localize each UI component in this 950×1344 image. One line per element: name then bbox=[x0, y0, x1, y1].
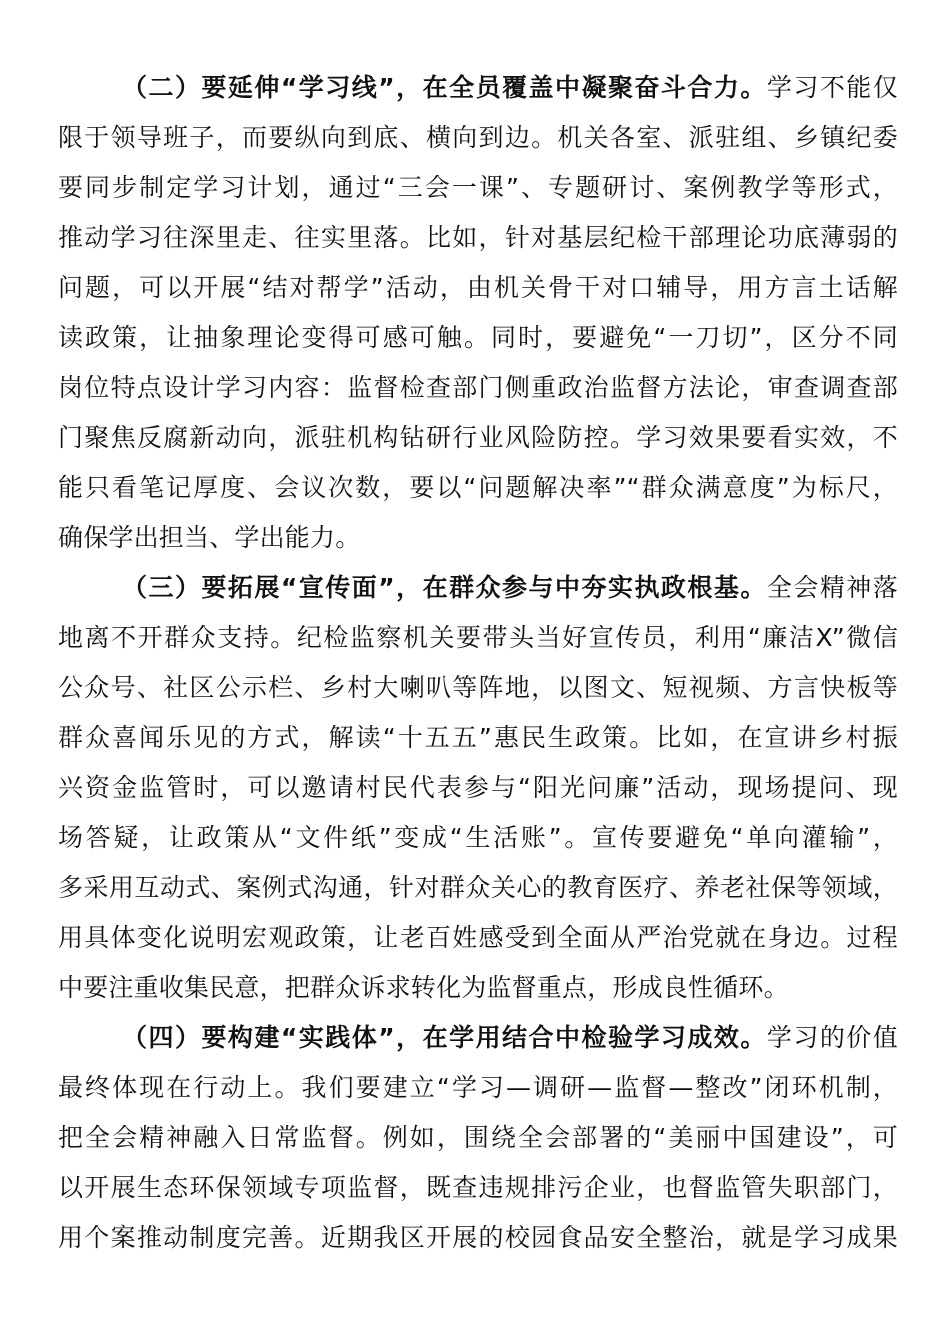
line-text: 把全会精神融入日常监督。例如，围绕全会部署的“美丽中国建设”，可 bbox=[58, 1123, 898, 1152]
paragraph-heading: （三）要拓展“宣传面”，在群众参与中夯实执政根基。 bbox=[122, 573, 767, 602]
line-text: 门聚焦反腐新动向，派驻机构钻研行业风险防控。学习效果要看实效，不 bbox=[58, 423, 898, 452]
line-text: 学习的价值 bbox=[766, 1023, 898, 1052]
document-page bbox=[58, 63, 898, 1263]
line-text: 能只看笔记厚度、会议次数，要以“问题解决率”“群众满意度”为标尺， bbox=[58, 473, 898, 502]
text-line bbox=[58, 463, 898, 513]
text-line bbox=[58, 763, 898, 813]
text-line bbox=[58, 613, 898, 663]
text-line bbox=[58, 1163, 898, 1213]
text-line bbox=[58, 963, 898, 1013]
line-text: 最终体现在行动上。我们要建立“学习—调研—监督—整改”闭环机制， bbox=[58, 1073, 898, 1102]
text-line bbox=[58, 413, 898, 463]
line-text: 学习不能仅 bbox=[766, 73, 898, 102]
paragraph-3 bbox=[58, 563, 898, 1013]
line-text: 岗位特点设计学习内容：监督检查部门侧重政治监督方法论，审查调查部 bbox=[58, 373, 898, 402]
paragraph-heading: （二）要延伸“学习线”，在全员覆盖中凝聚奋斗合力。 bbox=[122, 73, 767, 102]
paragraph-4 bbox=[58, 1013, 898, 1263]
line-text: 限于领导班子，而要纵向到底、横向到边。机关各室、派驻组、乡镇纪委 bbox=[58, 123, 898, 152]
paragraph-2 bbox=[58, 63, 898, 563]
line-text: 地离不开群众支持。纪检监察机关要带头当好宣传员，利用“廉洁X”微信 bbox=[58, 623, 898, 652]
line-text: 用个案推动制度完善。近期我区开展的校园食品安全整治，就是学习成果 bbox=[58, 1223, 898, 1252]
line-text: 用具体变化说明宏观政策，让老百姓感受到全面从严治党就在身边。过程 bbox=[58, 923, 898, 952]
line-text: 兴资金监管时，可以邀请村民代表参与“阳光问廉”活动，现场提问、现 bbox=[58, 773, 898, 802]
line-text: 群众喜闻乐见的方式，解读“十五五”惠民生政策。比如，在宣讲乡村振 bbox=[58, 723, 898, 752]
line-text: 以开展生态环保领域专项监督，既查违规排污企业，也督监管失职部门， bbox=[58, 1173, 898, 1202]
text-line bbox=[58, 713, 898, 763]
line-text: 确保学出担当、学出能力。 bbox=[58, 523, 361, 552]
text-line bbox=[58, 563, 898, 613]
text-line bbox=[58, 313, 898, 363]
text-line bbox=[58, 513, 898, 563]
text-line bbox=[58, 1063, 898, 1113]
text-line bbox=[58, 213, 898, 263]
line-text: 多采用互动式、案例式沟通，针对群众关心的教育医疗、养老社保等领域， bbox=[58, 873, 898, 902]
text-line bbox=[58, 63, 898, 113]
text-line bbox=[58, 363, 898, 413]
text-line bbox=[58, 663, 898, 713]
line-text: 推动学习往深里走、往实里落。比如，针对基层纪检干部理论功底薄弱的 bbox=[58, 223, 898, 252]
text-line bbox=[58, 263, 898, 313]
text-line bbox=[58, 813, 898, 863]
text-line bbox=[58, 113, 898, 163]
line-text: 要同步制定学习计划，通过“三会一课”、专题研讨、案例教学等形式， bbox=[58, 173, 898, 202]
text-line bbox=[58, 863, 898, 913]
line-text: 公众号、社区公示栏、乡村大喇叭等阵地，以图文、短视频、方言快板等 bbox=[58, 673, 898, 702]
text-line bbox=[58, 913, 898, 963]
text-line bbox=[58, 1213, 898, 1263]
text-line bbox=[58, 1013, 898, 1063]
line-text: 读政策，让抽象理论变得可感可触。同时，要避免“一刀切”，区分不同 bbox=[58, 323, 898, 352]
line-text: 全会精神落 bbox=[766, 573, 898, 602]
line-text: 中要注重收集民意，把群众诉求转化为监督重点，形成良性循环。 bbox=[58, 973, 789, 1002]
line-text: 场答疑，让政策从“文件纸”变成“生活账”。宣传要避免“单向灌输”， bbox=[58, 823, 898, 852]
paragraph-heading: （四）要构建“实践体”，在学用结合中检验学习成效。 bbox=[122, 1023, 767, 1052]
line-text: 问题，可以开展“结对帮学”活动，由机关骨干对口辅导，用方言土话解 bbox=[58, 273, 898, 302]
text-line bbox=[58, 163, 898, 213]
text-line bbox=[58, 1113, 898, 1163]
